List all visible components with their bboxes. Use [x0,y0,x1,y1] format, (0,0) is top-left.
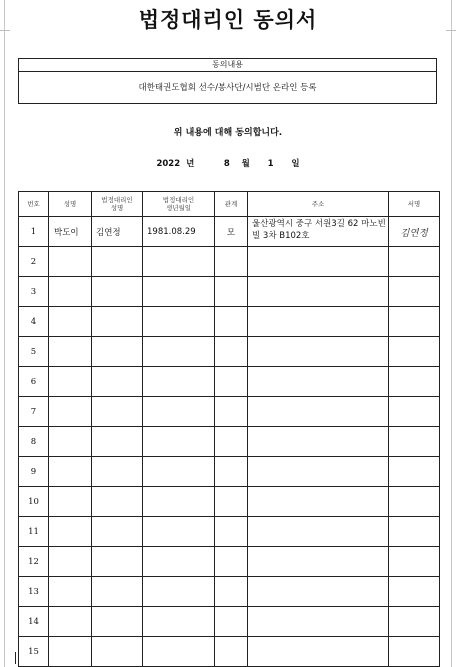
signature-cell[interactable] [389,487,440,517]
relation-cell[interactable] [215,247,248,277]
participant-name-cell[interactable] [49,427,92,457]
relation-cell[interactable] [215,427,248,457]
address-cell[interactable] [248,427,389,457]
rep-name-cell[interactable] [92,457,143,487]
relation-cell[interactable] [215,547,248,577]
address-cell[interactable] [248,517,389,547]
row-number: 3 [30,286,37,297]
row-number-cell [19,427,49,457]
row-number: 11 [28,526,39,537]
rep-name-cell[interactable] [92,307,143,337]
row-number: 6 [30,376,37,387]
signature-cell[interactable] [389,337,440,367]
date-month: 8 [223,159,230,169]
address-cell[interactable] [248,367,389,397]
participant-name: 박도이 [54,227,79,238]
row-number: 10 [28,496,39,507]
row-number-cell [19,487,49,517]
rep-name-cell[interactable] [92,547,143,577]
rep-name-cell[interactable] [92,397,143,427]
address-cell[interactable] [248,607,389,637]
address: 울산광역시 중구 서원3길 62 마노빈빌 3차 B102호 [252,219,386,241]
row-number: 5 [30,346,37,357]
rep-dob-cell[interactable] [143,367,215,397]
rep-dob-cell[interactable] [143,397,215,427]
table-row [19,277,440,307]
date-year-label: 년 [186,159,195,169]
rep-dob-cell[interactable] [143,487,215,517]
address-cell[interactable] [248,277,389,307]
row-number: 13 [28,586,39,597]
rep-dob-cell[interactable] [143,247,215,277]
date-month-label: 월 [241,159,250,169]
col-header-relation: 관계 [215,192,248,217]
agreement-statement: 위 내용에 대해 동의합니다. [173,128,283,138]
row-number-cell [19,397,49,427]
table-row [19,517,440,547]
col-header-signature: 서명 [389,192,440,217]
col-header-no: 번호 [19,192,49,217]
table-row [19,337,440,367]
participant-name-cell[interactable] [49,577,92,607]
address-cell[interactable] [248,487,389,517]
rep-dob-cell[interactable] [143,607,215,637]
table-row [19,247,440,277]
rep-name-cell[interactable] [92,217,143,247]
table-row [19,547,440,577]
address-cell[interactable] [248,307,389,337]
left-margin-guide [4,0,5,667]
rep-name-cell[interactable] [92,367,143,397]
relation-cell[interactable] [215,337,248,367]
relation-cell[interactable] [215,607,248,637]
rep-name-cell[interactable] [92,487,143,517]
date-day-label: 일 [291,159,300,169]
address-cell[interactable] [248,217,389,247]
row-number-cell [19,547,49,577]
table-row [19,487,440,517]
address-cell[interactable] [248,547,389,577]
signature-cell[interactable] [389,517,440,547]
row-number-cell [19,457,49,487]
row-number-cell [19,307,49,337]
row-number: 2 [30,256,37,267]
rep-name-cell[interactable] [92,337,143,367]
row-number: 4 [30,316,37,327]
address-cell[interactable] [248,337,389,367]
participant-name-cell[interactable] [49,367,92,397]
row-number: 14 [28,616,39,627]
row-number: 1 [30,226,37,237]
date-day: 1 [267,159,274,169]
row-number: 8 [30,436,37,447]
rep-dob-cell[interactable] [143,277,215,307]
row-number: 15 [28,646,39,657]
signature-cell[interactable] [389,277,440,307]
participant-name-cell[interactable] [49,277,92,307]
address-cell[interactable] [248,457,389,487]
rep-name: 김연정 [96,227,121,238]
participant-name-cell[interactable] [49,337,92,367]
text-cursor [15,652,16,664]
signature-cell[interactable] [389,637,440,667]
participant-name-cell[interactable] [49,517,92,547]
col-header-rep-name: 법정대리인 성명 [92,192,143,217]
table-row [19,637,440,667]
signature: 김연정 [400,227,428,239]
signature-cell[interactable] [389,427,440,457]
table-row [19,607,440,637]
table-header-row [19,192,440,217]
address-cell[interactable] [248,247,389,277]
signature-cell[interactable] [389,577,440,607]
signature-cell[interactable] [389,247,440,277]
rep-dob-cell[interactable] [143,427,215,457]
participant-name-cell[interactable] [49,637,92,667]
relation-cell[interactable] [215,277,248,307]
row-number-cell [19,517,49,547]
consent-content: 대한태권도협회 선수/봉사단/시범단 온라인 등록 [138,83,317,93]
rep-dob-cell[interactable] [143,217,215,247]
rep-name-cell[interactable] [92,247,143,277]
table-row [19,217,440,247]
row-number-cell [19,637,49,667]
consent-header: 동의내용 [19,59,436,72]
signature-cell[interactable] [389,457,440,487]
relation-cell[interactable] [215,487,248,517]
signature-cell[interactable] [389,307,440,337]
table-row [19,397,440,427]
rep-dob: 1981.08.29 [147,226,196,237]
signature-cell[interactable] [389,397,440,427]
relation-cell[interactable] [215,307,248,337]
rep-dob-cell[interactable] [143,307,215,337]
rep-dob-cell[interactable] [143,637,215,667]
relation-cell[interactable] [215,367,248,397]
rep-name-cell[interactable] [92,607,143,637]
row-number-cell [19,607,49,637]
address-cell[interactable] [248,577,389,607]
row-number: 9 [30,466,37,477]
signature-cell[interactable] [389,217,440,247]
relation-cell[interactable] [215,577,248,607]
rep-name-cell[interactable] [92,277,143,307]
participant-name-cell[interactable] [49,217,92,247]
col-header-name: 성명 [49,192,92,217]
rep-name-cell[interactable] [92,637,143,667]
document-title: 법정대리인 동의서 [138,7,318,32]
participant-name-cell[interactable] [49,547,92,577]
rep-dob-cell[interactable] [143,577,215,607]
signature-cell[interactable] [389,367,440,397]
relation-cell[interactable] [215,217,248,247]
participant-name-cell[interactable] [49,247,92,277]
rep-dob-cell[interactable] [143,337,215,367]
address-cell[interactable] [248,637,389,667]
signature-cell[interactable] [389,547,440,577]
relation-cell[interactable] [215,457,248,487]
representative-table [18,191,440,667]
participant-name-cell[interactable] [49,397,92,427]
table-row [19,367,440,397]
row-number-cell [19,217,49,247]
row-number-cell [19,577,49,607]
row-number: 12 [28,556,39,567]
row-number: 7 [30,406,37,417]
relation: 모 [226,227,236,238]
rep-name-cell[interactable] [92,517,143,547]
relation-cell[interactable] [215,517,248,547]
row-number-cell [19,277,49,307]
row-number-cell [19,337,49,367]
participant-name-cell[interactable] [49,487,92,517]
document-date [0,157,456,169]
right-margin-guide [451,0,452,667]
rep-dob-cell[interactable] [143,547,215,577]
table-row [19,577,440,607]
table-row [19,457,440,487]
participant-name-cell[interactable] [49,607,92,637]
table-row [19,427,440,457]
relation-cell[interactable] [215,637,248,667]
table-row [19,307,440,337]
relation-cell[interactable] [215,397,248,427]
consent-content-box [18,58,437,104]
col-header-rep-dob: 법정대리인 생년월일 [143,192,215,217]
rep-dob-cell[interactable] [143,517,215,547]
participant-name-cell[interactable] [49,457,92,487]
row-number-cell [19,247,49,277]
rep-dob-cell[interactable] [143,457,215,487]
row-number-cell [19,367,49,397]
rep-name-cell[interactable] [92,427,143,457]
col-header-address: 주소 [248,192,389,217]
address-cell[interactable] [248,397,389,427]
participant-name-cell[interactable] [49,307,92,337]
signature-cell[interactable] [389,607,440,637]
date-year: 2022 [156,159,181,169]
rep-name-cell[interactable] [92,577,143,607]
